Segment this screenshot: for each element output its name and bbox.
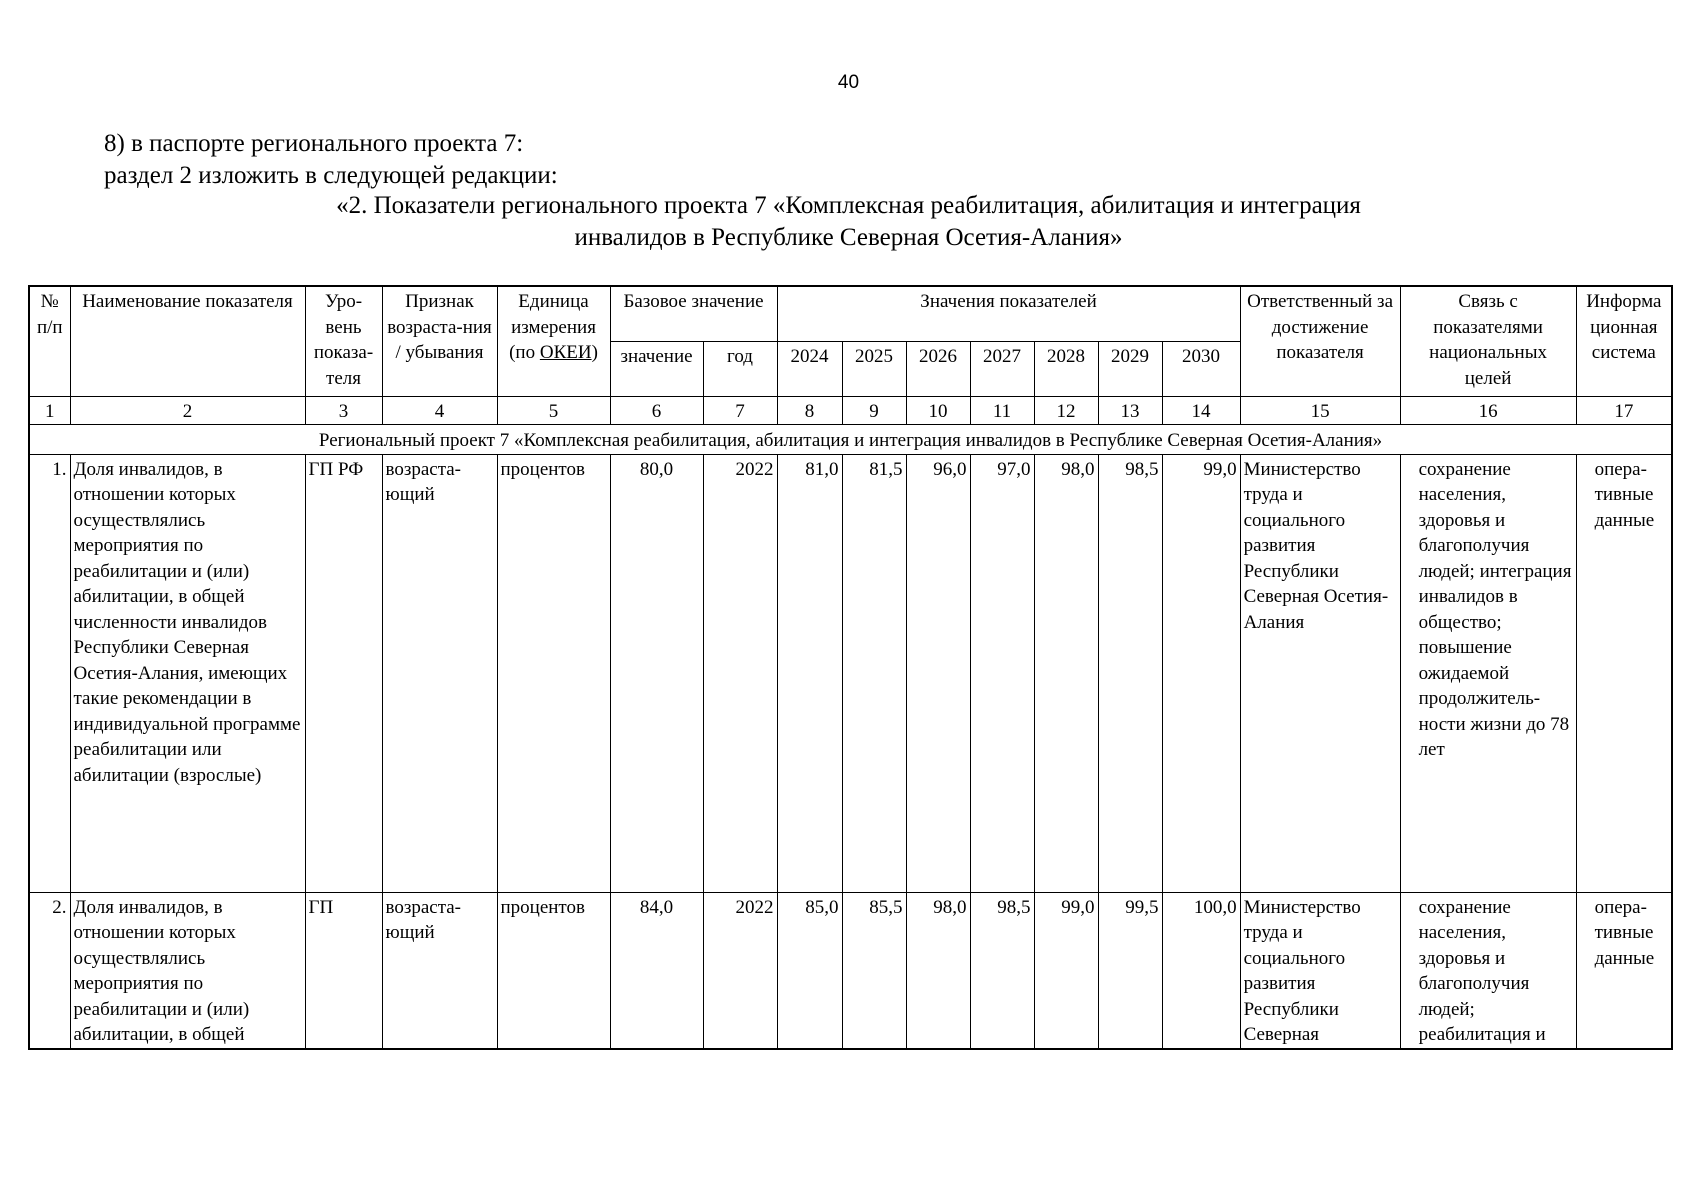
row-num: 1.: [29, 454, 70, 892]
row-num: 2.: [29, 892, 70, 1049]
intro-text: [104, 128, 558, 192]
header-unit: [497, 286, 610, 396]
column-number: 10: [906, 396, 970, 424]
header-year: 2029: [1098, 341, 1162, 396]
header-info: Информа ционная система: [1576, 286, 1672, 396]
column-number: 17: [1576, 396, 1672, 424]
column-number: 1: [29, 396, 70, 424]
header-name: Наименование показателя: [70, 286, 305, 396]
row-value: 96,0: [906, 454, 970, 892]
indicators-table: [28, 285, 1673, 1050]
row-value: 81,5: [842, 454, 906, 892]
column-number: 12: [1034, 396, 1098, 424]
header-unit-suffix: ): [591, 342, 598, 363]
header-level: Уро-вень показа-теля: [305, 286, 382, 396]
row-responsible: Министерство труда и социального развития Республики Северная: [1240, 892, 1400, 1049]
column-number: 6: [610, 396, 703, 424]
row-value: 98,5: [1098, 454, 1162, 892]
row-info: опера-тивные данные: [1576, 454, 1672, 892]
header-base-year: год: [703, 341, 777, 396]
section-row: [29, 424, 1672, 454]
header-year: 2026: [906, 341, 970, 396]
column-number: 9: [842, 396, 906, 424]
column-number: 3: [305, 396, 382, 424]
row-info: опера-тивные данные: [1576, 892, 1672, 1049]
header-unit-okei-link[interactable]: ОКЕИ: [539, 342, 592, 363]
row-value: 97,0: [970, 454, 1034, 892]
header-responsible: Ответственный за достижение показателя: [1240, 286, 1400, 396]
row-name: Доля инвалидов, в отношении которых осуществлялись мероприятия по реабилитации и (или) абилитации, в общей численности инвалидов Республики Северная Осетия-Алания, имеющих такие рекомендации в индивидуальной программе реабилитации или абилитации (взрослые): [70, 454, 305, 892]
intro-line-2: раздел 2 изложить в следующей редакции:: [104, 162, 558, 189]
row-value: 85,5: [842, 892, 906, 1049]
header-num: № п/п: [29, 286, 70, 396]
row-unit: процентов: [497, 454, 610, 892]
section-title: [0, 190, 1697, 254]
row-link: сохранение населения, здоровья и благополучия людей; реабилитация и: [1400, 892, 1576, 1049]
header-base: Базовое значение: [610, 286, 777, 341]
row-trend: возраста-ющий: [382, 454, 497, 892]
column-number: 16: [1400, 396, 1576, 424]
row-value: 98,0: [906, 892, 970, 1049]
table-row: [29, 892, 1672, 1049]
row-value: 98,0: [1034, 454, 1098, 892]
header-trend: Признак возраста-ния / убывания: [382, 286, 497, 396]
row-value: 99,0: [1162, 454, 1240, 892]
page-number: 40: [837, 72, 860, 93]
column-number-row: [29, 396, 1672, 424]
row-name: Доля инвалидов, в отношении которых осуществлялись мероприятия по реабилитации и (или) абилитации, в общей: [70, 892, 305, 1049]
header-base-value: значение: [610, 341, 703, 396]
column-number: 13: [1098, 396, 1162, 424]
row-level: ГП: [305, 892, 382, 1049]
column-number: 15: [1240, 396, 1400, 424]
row-base-year: 2022: [703, 892, 777, 1049]
row-value: 99,0: [1034, 892, 1098, 1049]
intro-line-1: 8) в паспорте регионального проекта 7:: [104, 130, 524, 157]
section-row-title: Региональный проект 7 «Комплексная реабилитация, абилитация и интеграция инвалидов в Республике Северная Осетия-Алания»: [29, 424, 1672, 454]
column-number: 5: [497, 396, 610, 424]
row-value: 100,0: [1162, 892, 1240, 1049]
header-link: Связь с показателями национальных целей: [1400, 286, 1576, 396]
row-base-value: 84,0: [610, 892, 703, 1049]
row-link: сохранение населения, здоровья и благополучия людей; интеграция инвалидов в общество; повышение ожидаемой продолжитель-ности жизни до 78 лет: [1400, 454, 1576, 892]
row-level: ГП РФ: [305, 454, 382, 892]
header-year: 2024: [777, 341, 842, 396]
title-line-1: «2. Показатели регионального проекта 7 «Комплексная реабилитация, абилитация и интеграция: [336, 192, 1361, 219]
row-value: 98,5: [970, 892, 1034, 1049]
row-base-value: 80,0: [610, 454, 703, 892]
row-base-year: 2022: [703, 454, 777, 892]
row-value: 99,5: [1098, 892, 1162, 1049]
header-year: 2030: [1162, 341, 1240, 396]
column-number: 8: [777, 396, 842, 424]
title-line-2: инвалидов в Республике Северная Осетия-Алания»: [574, 224, 1123, 251]
row-responsible: Министерство труда и социального развития Республики Северная Осетия-Алания: [1240, 454, 1400, 892]
column-number: 4: [382, 396, 497, 424]
header-year: 2025: [842, 341, 906, 396]
column-number: 2: [70, 396, 305, 424]
row-unit: процентов: [497, 892, 610, 1049]
header-year: 2028: [1034, 341, 1098, 396]
row-value: 85,0: [777, 892, 842, 1049]
column-number: 14: [1162, 396, 1240, 424]
header-unit-prefix: Единица измерения (по: [509, 291, 596, 363]
column-number: 11: [970, 396, 1034, 424]
row-value: 81,0: [777, 454, 842, 892]
header-values: Значения показателей: [777, 286, 1240, 341]
column-number: 7: [703, 396, 777, 424]
header-year: 2027: [970, 341, 1034, 396]
row-trend: возраста-ющий: [382, 892, 497, 1049]
table-row: [29, 454, 1672, 892]
